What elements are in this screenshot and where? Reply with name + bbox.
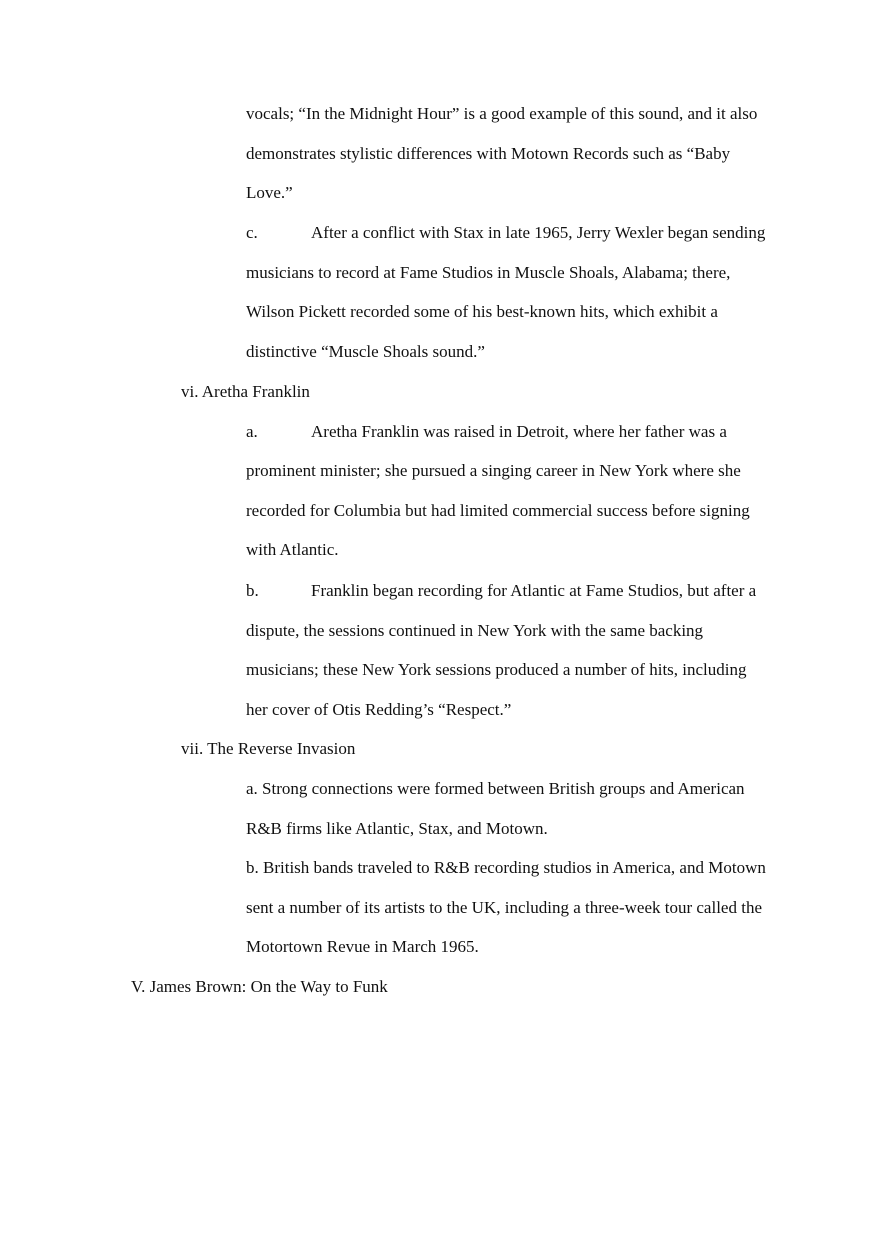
- body-line: dispute, the sessions continued in New York with the same backing: [246, 621, 704, 640]
- body-line: Love.”: [246, 183, 293, 202]
- list-marker: a.: [246, 422, 258, 441]
- section-heading-vi: vi. Aretha Franklin: [181, 382, 310, 401]
- body-line: musicians; these New York sessions produced a number of hits, including: [246, 660, 747, 679]
- body-line: recorded for Columbia but had limited commercial success before signing: [246, 501, 750, 520]
- body-line: prominent minister; she pursued a singing career in New York where she: [246, 461, 741, 480]
- list-item-c: [246, 223, 765, 243]
- body-line: sent a number of its artists to the UK, including a three-week tour called the: [246, 898, 762, 917]
- list-item-text: After a conflict with Stax in late 1965, Jerry Wexler began sending: [311, 223, 766, 242]
- body-line: Wilson Pickett recorded some of his best-known hits, which exhibit a: [246, 302, 718, 321]
- list-item-text: Aretha Franklin was raised in Detroit, where her father was a: [311, 422, 727, 441]
- body-line: vocals; “In the Midnight Hour” is a good example of this sound, and it also: [246, 104, 758, 123]
- body-line: with Atlantic.: [246, 540, 339, 559]
- list-item-a: [246, 422, 727, 442]
- list-item-b: [246, 581, 756, 601]
- body-line: her cover of Otis Redding’s “Respect.”: [246, 700, 512, 719]
- body-line: distinctive “Muscle Shoals sound.”: [246, 342, 485, 361]
- list-marker: b.: [246, 581, 259, 600]
- list-marker: c.: [246, 223, 258, 242]
- body-line: R&B firms like Atlantic, Stax, and Motown.: [246, 819, 548, 838]
- section-heading-vii: vii. The Reverse Invasion: [181, 739, 356, 758]
- body-line: b. British bands traveled to R&B recording studios in America, and Motown: [246, 858, 766, 877]
- body-line: demonstrates stylistic differences with Motown Records such as “Baby: [246, 144, 731, 163]
- body-line: a. Strong connections were formed between British groups and American: [246, 779, 745, 798]
- body-line: Motortown Revue in March 1965.: [246, 937, 479, 956]
- section-heading-V: V. James Brown: On the Way to Funk: [131, 977, 388, 996]
- list-item-text: Franklin began recording for Atlantic at Fame Studios, but after a: [311, 581, 757, 600]
- body-line: musicians to record at Fame Studios in Muscle Shoals, Alabama; there,: [246, 263, 731, 282]
